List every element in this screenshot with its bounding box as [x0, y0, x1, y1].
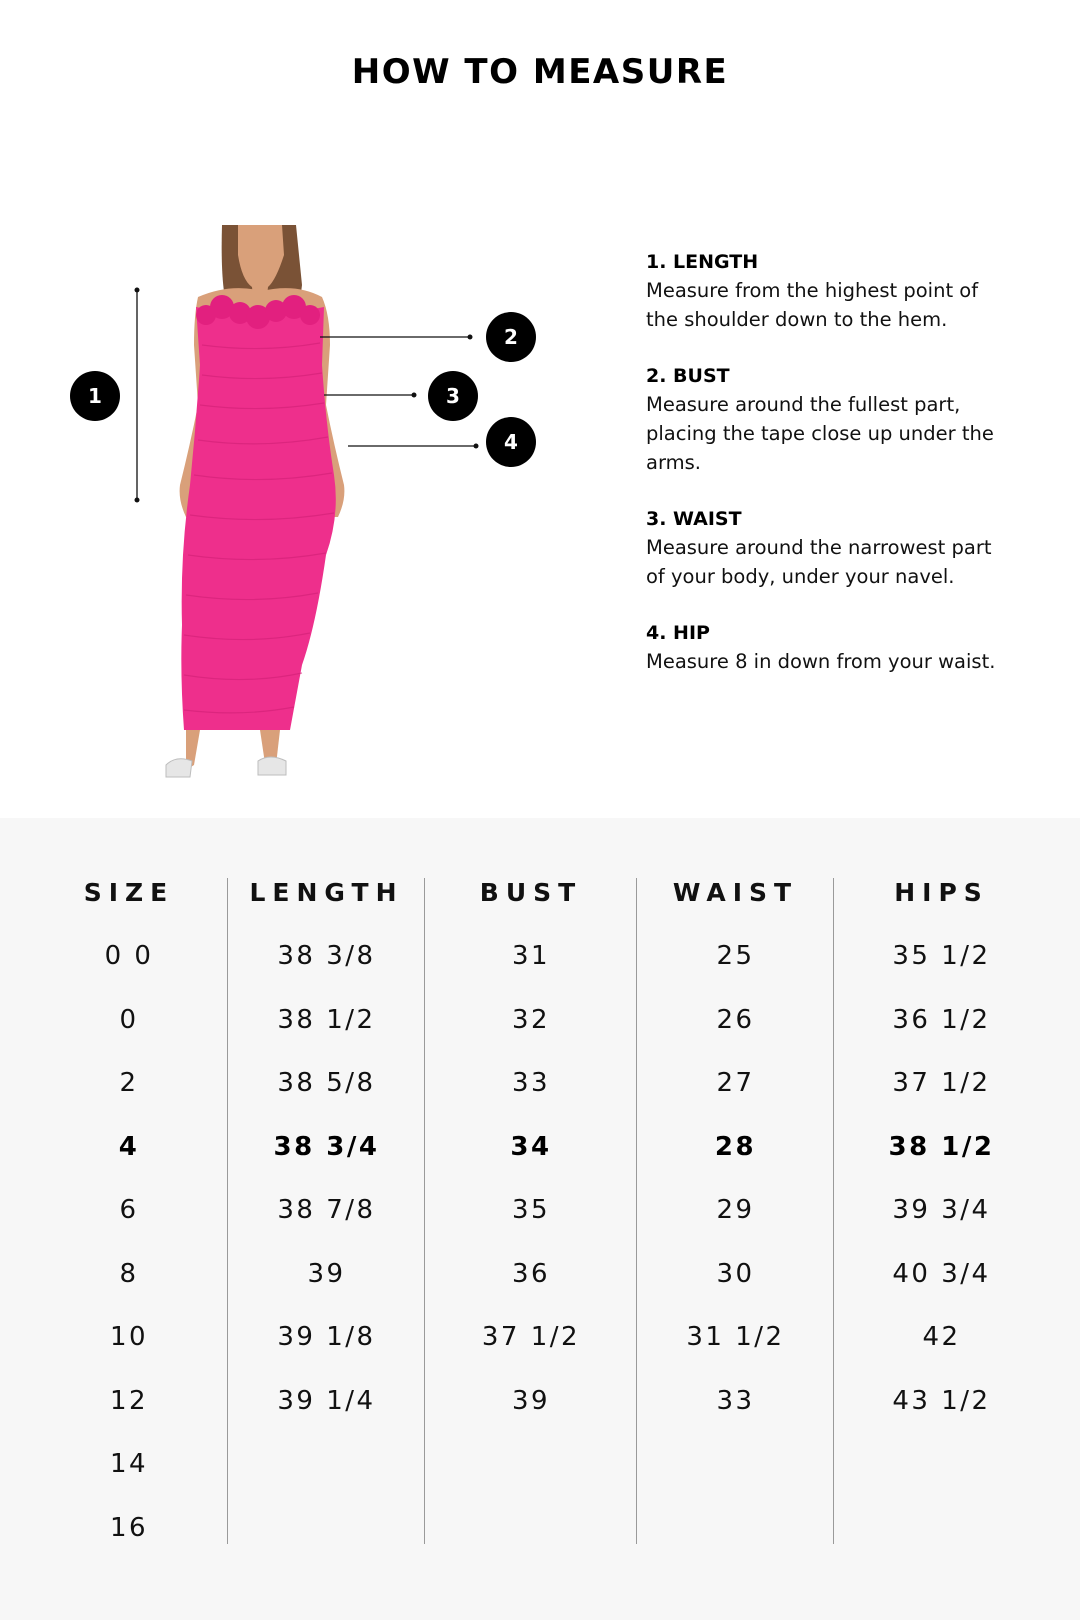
table-cell: 35 1/2	[892, 941, 991, 971]
instruction-text: Measure 8 in down from your waist.	[646, 650, 996, 673]
column-hips	[833, 878, 1049, 1544]
table-cell: 37 1/2	[481, 1322, 581, 1352]
table-cell: 38 3/4	[273, 1131, 380, 1162]
size-chart-table	[0, 818, 1080, 1620]
instruction-hip	[646, 619, 1016, 676]
column-size	[30, 878, 228, 1544]
table-cell: 40 3/4	[892, 1258, 991, 1289]
table-cell: 8	[119, 1258, 139, 1289]
column-header: SIZE	[83, 878, 175, 907]
table-cell: 36	[511, 1258, 551, 1289]
table-cell: 38 3/8	[277, 941, 376, 971]
table-cell: 38 5/8	[277, 1068, 376, 1098]
instruction-text: Measure from the highest point of the shoulder down to the hem.	[646, 279, 979, 331]
instruction-title: 3. WAIST	[646, 508, 742, 530]
table-cell: 39 1/4	[277, 1385, 376, 1416]
table-cell: 2	[119, 1068, 139, 1098]
table-cell: 35	[511, 1195, 551, 1225]
table-cell: 31	[511, 941, 551, 971]
table-cell: 30	[716, 1258, 755, 1289]
table-cell: 10	[109, 1322, 149, 1352]
table-cell: 43 1/2	[892, 1385, 991, 1416]
table-cell: 38 1/2	[277, 1004, 376, 1035]
table-cell: 33	[716, 1385, 755, 1416]
table-cell: 0	[119, 1004, 139, 1035]
measure-badge-hip: 4	[486, 417, 536, 467]
instruction-text: Measure around the narrowest part of your body, under your navel.	[646, 536, 992, 588]
measure-badge-bust: 2	[486, 312, 536, 362]
table-cell: 31 1/2	[686, 1322, 785, 1352]
instruction-bust	[646, 362, 1016, 477]
table-cell: 4	[118, 1131, 140, 1162]
table-cell: 6	[119, 1195, 139, 1225]
column-length	[227, 878, 425, 1544]
column-header: HIPS	[894, 878, 989, 907]
instruction-waist	[646, 505, 1016, 591]
instruction-length	[646, 248, 1016, 334]
table-cell: 39 1/8	[277, 1322, 376, 1352]
table-cell: 33	[511, 1068, 551, 1098]
table-cell: 42	[922, 1322, 961, 1352]
table-cell: 39	[307, 1258, 346, 1289]
table-cell: 29	[716, 1195, 755, 1225]
measurement-figure	[0, 225, 600, 800]
table-cell: 14	[109, 1449, 149, 1479]
measure-badge-length: 1	[70, 371, 120, 421]
table-cell: 39 3/4	[892, 1195, 991, 1225]
page-title: HOW TO MEASURE	[351, 52, 729, 92]
table-cell: 32	[511, 1004, 551, 1035]
table-cell: 0 0	[104, 941, 154, 971]
table-cell: 28	[714, 1131, 757, 1162]
table-cell: 38 7/8	[277, 1195, 376, 1225]
column-header: LENGTH	[249, 878, 404, 907]
column-bust	[424, 878, 637, 1544]
column-header: BUST	[479, 878, 583, 907]
table-cell: 16	[109, 1512, 149, 1543]
measure-badge-waist: 3	[428, 371, 478, 421]
table-cell: 27	[716, 1068, 755, 1098]
table-cell: 12	[109, 1385, 149, 1416]
table-cell: 34	[510, 1131, 552, 1162]
table-cell: 37 1/2	[892, 1068, 991, 1098]
table-cell: 36 1/2	[892, 1004, 991, 1035]
instruction-title: 1. LENGTH	[646, 251, 759, 273]
instruction-title: 4. HIP	[646, 622, 710, 644]
table-cell: 38 1/2	[888, 1131, 995, 1162]
column-waist	[636, 878, 834, 1544]
instruction-title: 2. BUST	[646, 365, 730, 387]
column-header: WAIST	[672, 878, 799, 907]
table-cell: 25	[716, 941, 755, 971]
table-cell: 26	[716, 1004, 755, 1035]
instruction-text: Measure around the fullest part, placing the tape close up under the arms.	[646, 393, 994, 474]
measure-instructions	[646, 248, 1016, 704]
table-cell: 39	[511, 1385, 551, 1416]
